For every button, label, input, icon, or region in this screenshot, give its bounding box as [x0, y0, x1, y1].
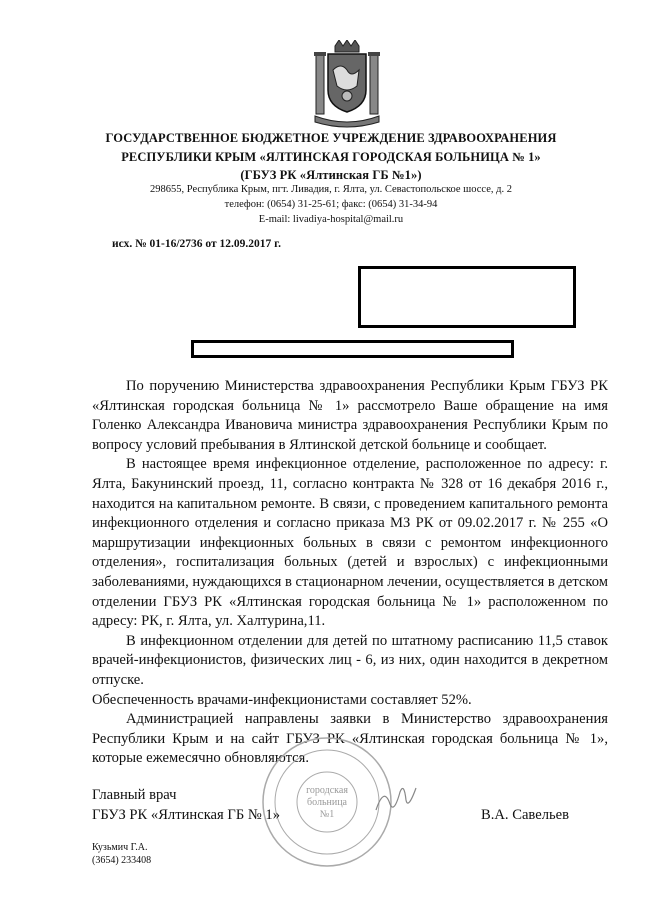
body-paragraph-5: Администрацией направлены заявки в Министерство здравоохранения Республики Крым и на сайт ГБУЗ РК «Ялтинская городская больница № 1», которые ежемесячно обновляются. — [92, 711, 608, 767]
org-address: 298655, Республика Крым, пгт. Ливадия, г. Ялта, ул. Севастопольское шоссе, д. 2 — [150, 184, 512, 195]
body-paragraph-1: По поручению Министерства здравоохранения Республики Крым ГБУЗ РК «Ялтинская городская больница № 1» рассмотрело Ваше обращение на имя Голенко Александра Ивановича министра здравоохранения Республики Крым по вопросу условий пребывания в Ялтинской детской больнице и сообщает. — [92, 378, 608, 453]
stamp-text-line2: больница — [307, 797, 347, 808]
executor-name: Кузьмич Г.А. — [92, 842, 148, 853]
stamp-text-line3: №1 — [319, 809, 335, 820]
org-name-line1: ГОСУДАРСТВЕННОЕ БЮДЖЕТНОЕ УЧРЕЖДЕНИЕ ЗДРАВООХРАНЕНИЯ — [105, 131, 557, 145]
body-paragraph-4: Обеспеченность врачами-инфекционистами составляет 52%. — [92, 691, 472, 708]
stamp-text-line1: городская — [306, 785, 348, 796]
signatory-position: Главный врач — [92, 787, 177, 803]
outgoing-reference-number: исх. № 01-16/2736 от 12.09.2017 г. — [112, 238, 281, 250]
body-paragraph-2: В настоящее время инфекционное отделение, расположенное по адресу: г. Ялта, Бакунинский проезд, 11, согласно контракта № 328 от 16 декабря 2016 г., находится на капитальном ремонте. В связи, с проведением капитального ремонта инфекционного отделения и согласно приказа МЗ РК от 09.02.2017 г. № 255 «О маршрутизации инфекционных больных в связи с ремонтом инфекционного отделения», госпитализация больных (детей и взрослых) с инфекционными заболеваниями, нуждающихся в стационарном лечении, осуществляется в детском отделении ГБУЗ РК «Ялтинская городская больница № 1» расположенном по адресу: РК, г. Ялта, ул. Халтурина,11. — [92, 456, 608, 630]
org-name-line2: РЕСПУБЛИКИ КРЫМ «ЯЛТИНСКАЯ ГОРОДСКАЯ БОЛЬНИЦА № 1» — [121, 150, 541, 164]
crimea-coat-of-arms-emblem — [313, 40, 381, 128]
org-short-name: (ГБУЗ РК «Ялтинская ГБ №1») — [240, 168, 422, 182]
org-phone: телефон: (0654) 31-25-61; факс: (0654) 31-34-94 — [224, 199, 438, 210]
executor-phone: (3654) 233408 — [92, 855, 152, 866]
handwritten-signature — [372, 780, 422, 820]
org-email: E-mail: livadiya-hospital@mail.ru — [258, 214, 404, 225]
letter-body — [92, 377, 608, 769]
body-paragraph-3: В инфекционном отделении для детей по штатному расписанию 11,5 ставок врачей-инфекционистов, физических лиц - 6, из них, один находится в декретном отпуске. — [92, 632, 608, 688]
redacted-recipient-block — [358, 266, 576, 328]
signatory-organization: ГБУЗ РК «Ялтинская ГБ № 1» — [92, 807, 281, 823]
redacted-recipient-line — [191, 340, 514, 358]
signatory-name: В.А. Савельев — [481, 807, 570, 823]
